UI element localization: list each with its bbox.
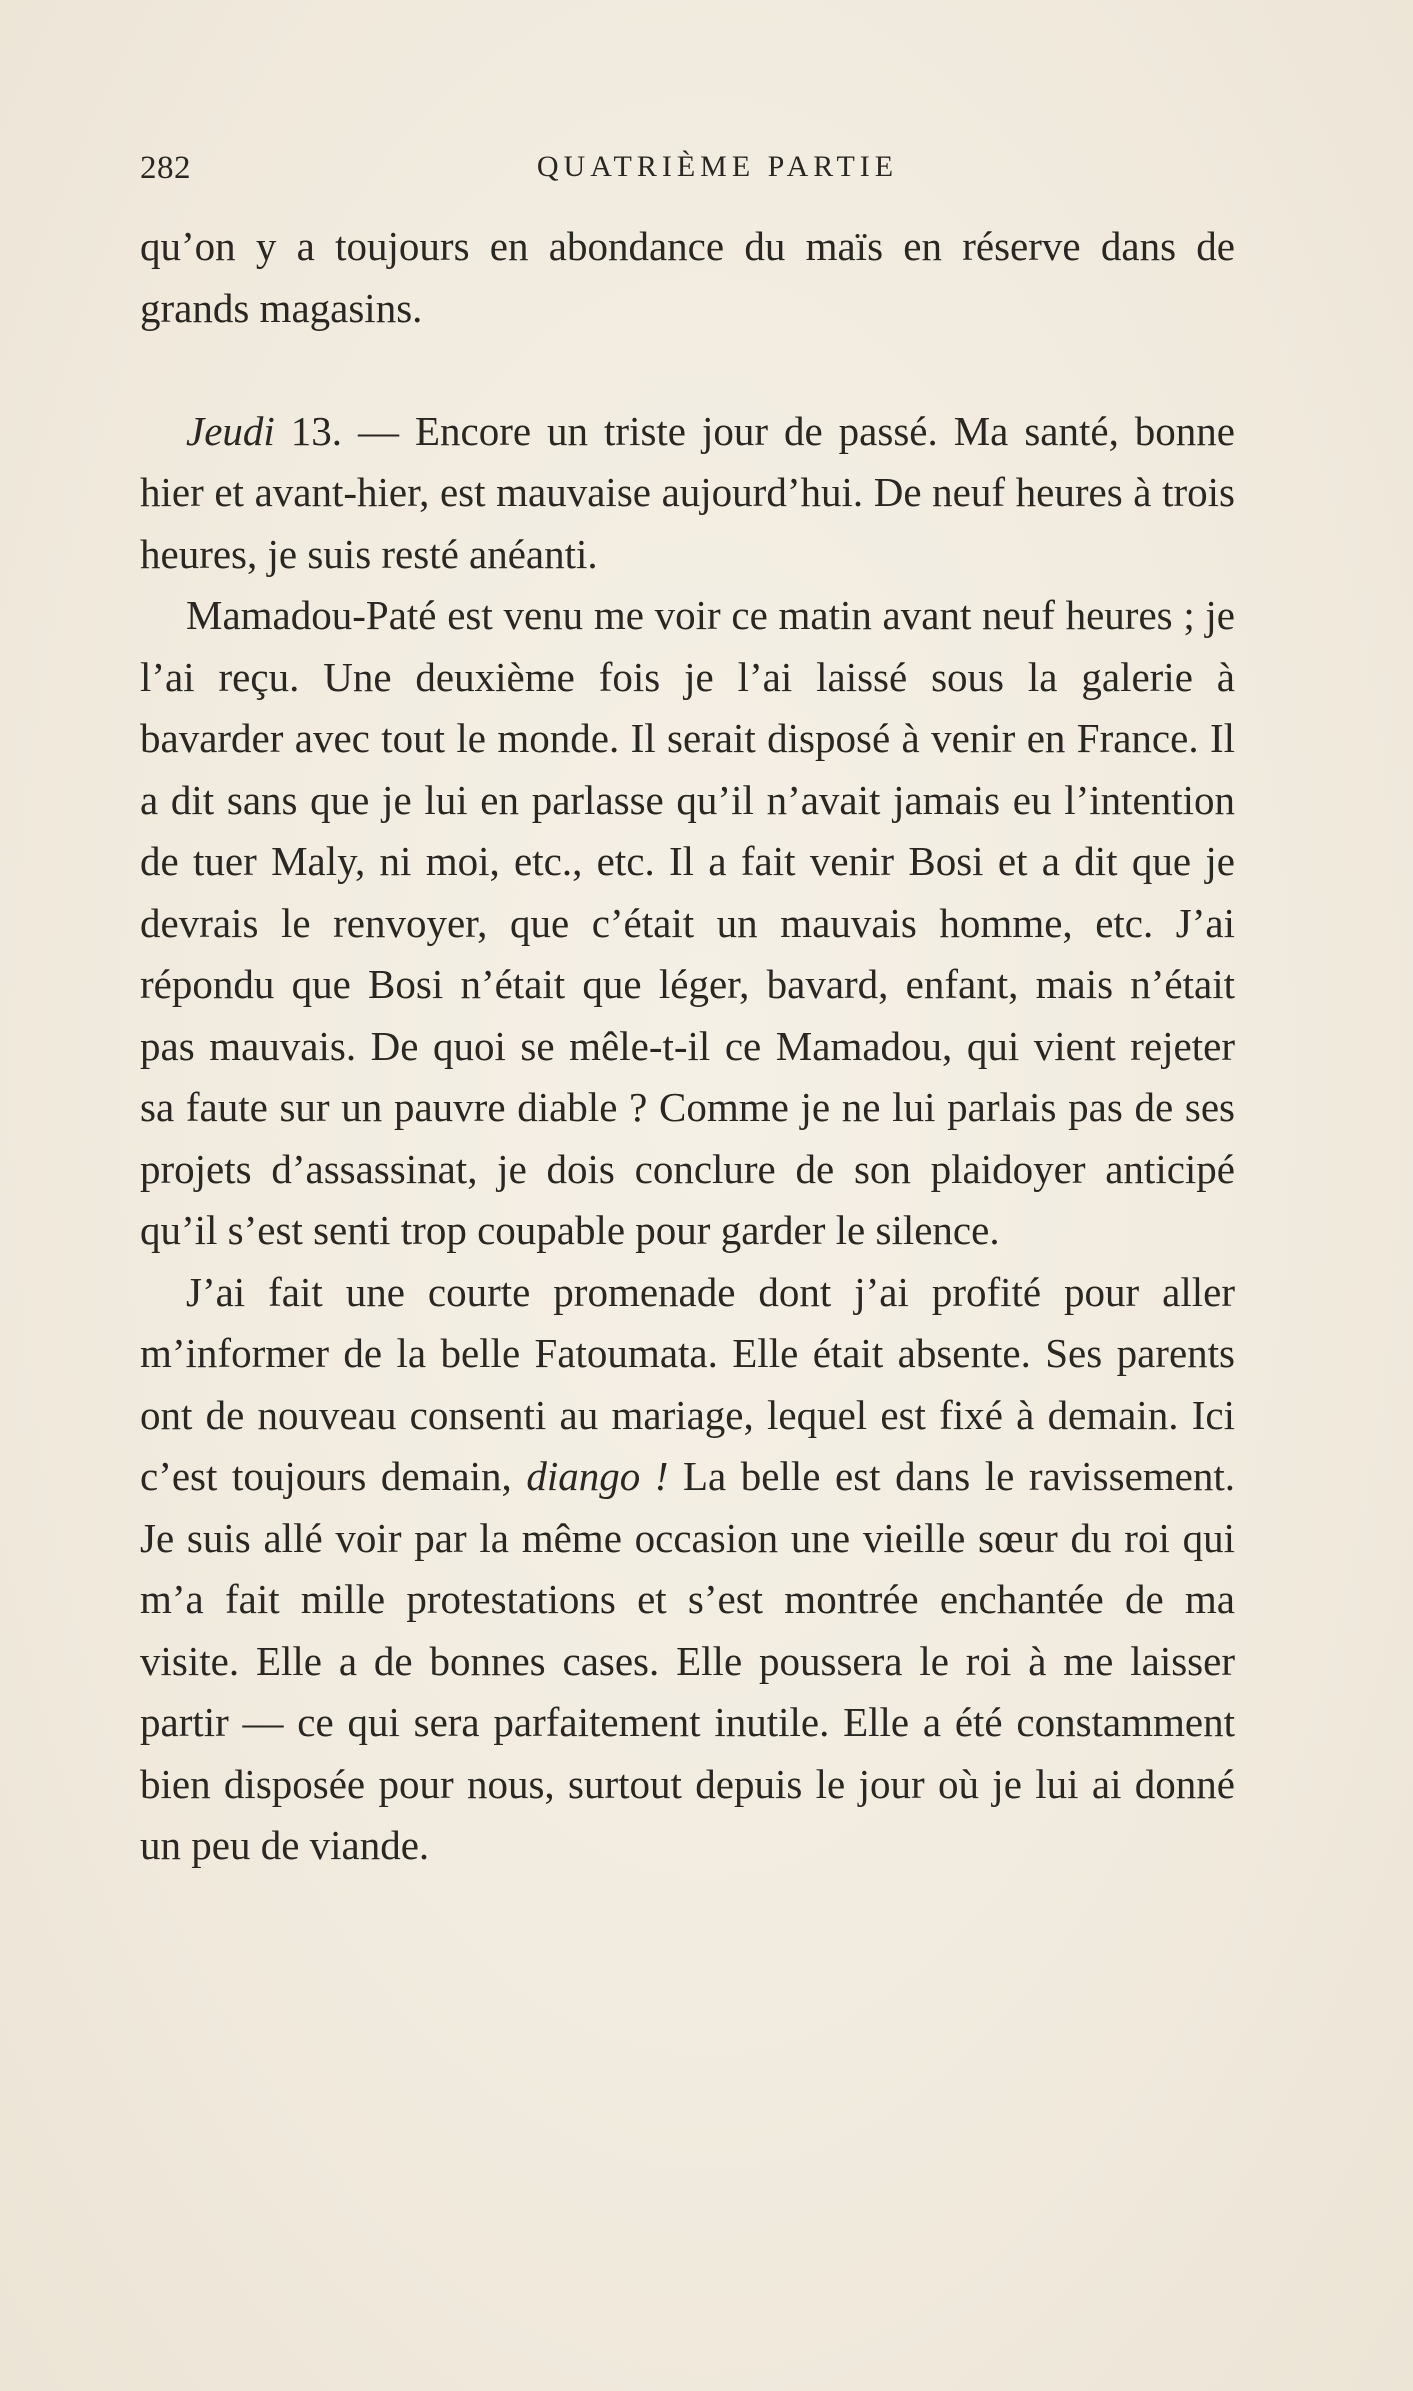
paragraph-text: J’ai fait une courte promenade dont j’ai profité pour aller m’informer de la belle Fatoumata. Elle était absente. Ses parents ont de nouveau consenti au mariage, lequel est fixé à demain. Ici c’est toujours demain, [140, 1268, 1235, 1499]
paragraph-promenade [140, 1262, 1235, 1877]
day-label: Jeudi [186, 407, 275, 454]
paragraph-text: 13. — Encore un triste jour de passé. Ma santé, bonne hier et avant-hier, est mauvaise aujourd’hui. De neuf heures à trois heures, je suis resté anéanti. [140, 407, 1235, 577]
paragraph-thursday-entry [140, 401, 1235, 586]
paragraph-text: La belle est dans le ravissement. Je suis allé voir par la même occasion une vieille sœur du roi qui m’a fait mille protestations et s’est montrée enchantée de ma visite. Elle a de bonnes cases. Elle poussera le roi à me laisser partir — ce qui sera parfaitement inutile. Elle a été constamment bien disposée pour nous, surtout depuis le jour où je lui ai donné un peu de viande. [140, 1453, 1236, 1868]
paragraph-continuation: qu’on y a toujours en abondance du maïs en réserve dans de grands magasins. [140, 223, 1235, 331]
page-header [140, 150, 1235, 200]
paragraph-mamadou: Mamadou-Paté est venu me voir ce matin avant neuf heures ; je l’ai reçu. Une deuxième fois je l’ai laissé sous la galerie à bavarder avec tout le monde. Il serait disposé à venir en France. Il a dit sans que je lui en parlasse qu’il n’avait jamais eu l’intention de tuer Maly, ni moi, etc., etc. Il a fait venir Bosi et a dit que je devrais le renvoyer, que c’était un mauvais homme, etc. J’ai répondu que Bosi n’était que léger, bavard, enfant, mais n’était pas mauvais. De quoi se mêle-t-il ce Mamadou, qui vient rejeter sa faute sur un pauvre diable ? Comme je ne lui parlais pas de ses projets d’assassinat, je dois conclure de son plaidoyer anticipé qu’il s’est senti trop coupable pour garder le silence. [140, 592, 1235, 1253]
running-title: QUATRIÈME PARTIE [536, 150, 899, 183]
body-text [140, 216, 1235, 1877]
italic-word: diango ! [526, 1453, 669, 1499]
page-number: 282 [140, 150, 191, 186]
